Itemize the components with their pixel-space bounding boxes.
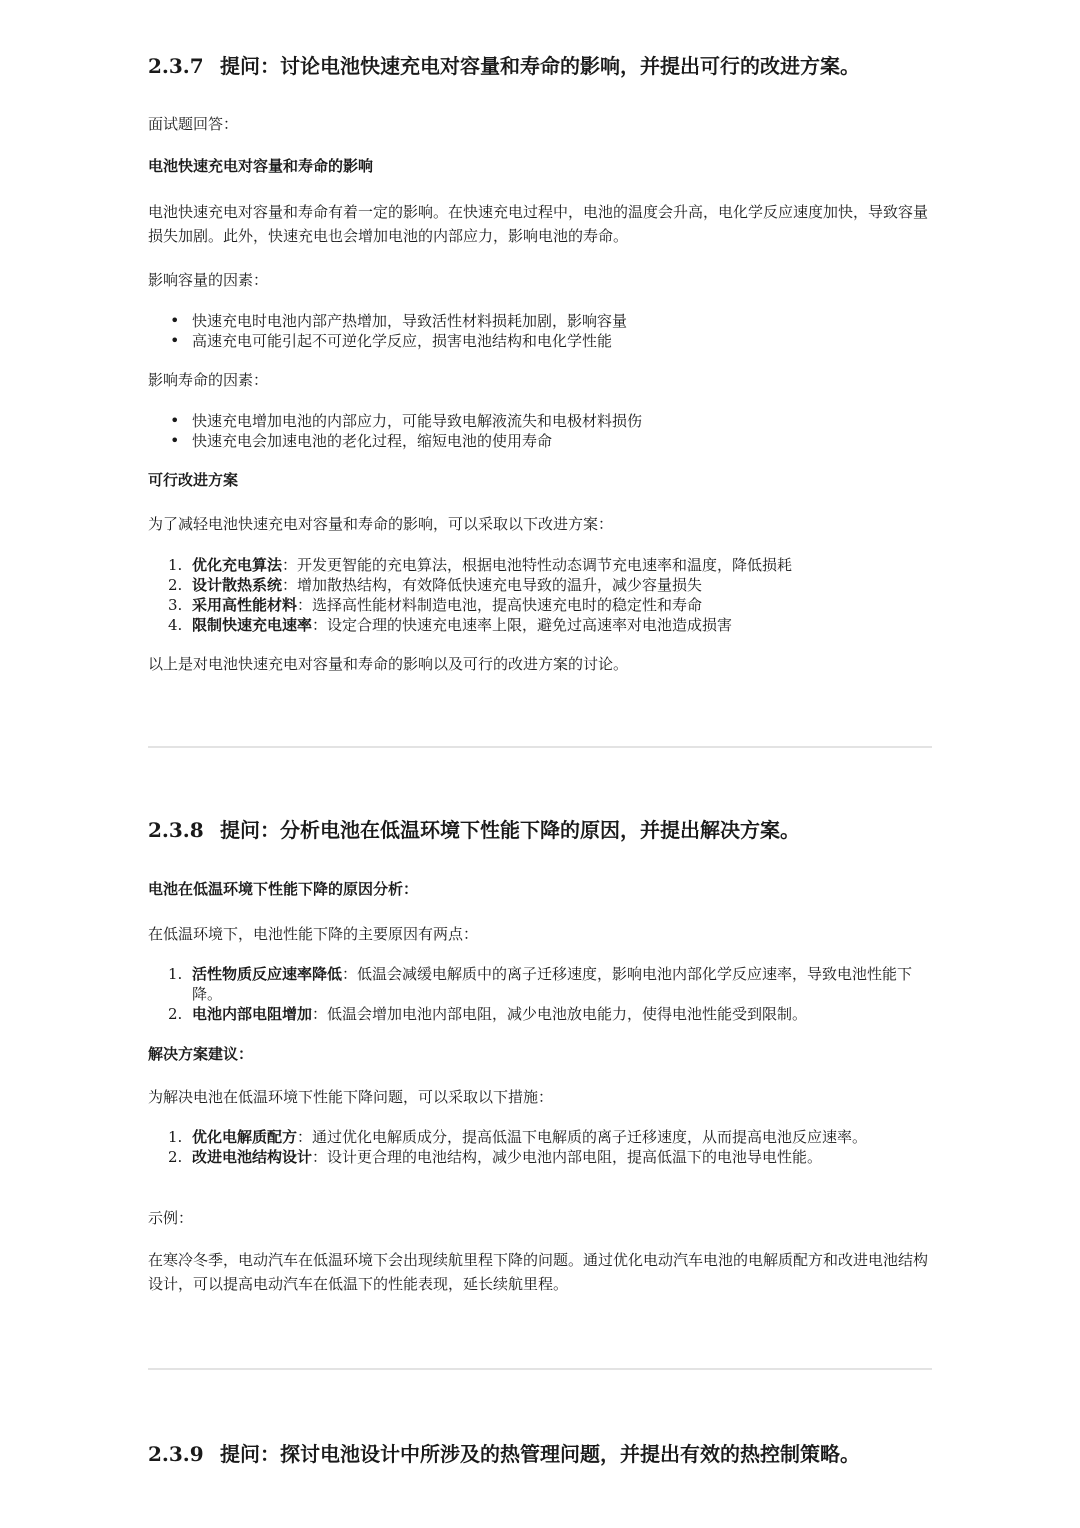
life-factors-list bbox=[148, 411, 932, 451]
section-divider bbox=[148, 746, 932, 748]
section-number: 2.3.7 bbox=[148, 54, 204, 78]
subheading-improvements: 可行改进方案 bbox=[148, 471, 239, 489]
solutions-list bbox=[148, 1127, 932, 1167]
list-item: • 快速充电时电池内部产热增加，导致活性材料损耗加剧，影响容量 bbox=[148, 311, 932, 331]
solutions-intro: 为解决电池在低温环境下性能下降问题，可以采取以下措施： bbox=[148, 1088, 554, 1106]
section-heading-2-3-9 bbox=[148, 1440, 932, 1468]
list-item: 4. 限制快速充电速率：设定合理的快速充电速率上限，避免过高速率对电池造成损害 bbox=[168, 616, 733, 634]
section-title: 提问：探讨电池设计中所涉及的热管理问题，并提出有效的热控制策略。 bbox=[220, 1442, 860, 1466]
section-heading-2-3-8 bbox=[148, 816, 932, 844]
subheading-causes: 电池在低温环境下性能下降的原因分析： bbox=[148, 880, 419, 898]
list-item: 2. 设计散热系统：增加散热结构，有效降低快速充电导致的温升，减少容量损失 bbox=[168, 576, 703, 594]
list-item: 1. 优化充电算法：开发更智能的充电算法，根据电池特性动态调节充电速率和温度，降低损耗 bbox=[168, 556, 793, 574]
section-number: 2.3.9 bbox=[148, 1442, 204, 1466]
improvements-list bbox=[148, 555, 932, 635]
capacity-factors-list bbox=[148, 311, 932, 351]
list-item: • 高速充电可能引起不可逆化学反应，损害电池结构和电化学性能 bbox=[148, 331, 932, 351]
list-item: • 快速充电会加速电池的老化过程，缩短电池的使用寿命 bbox=[148, 431, 932, 451]
improvements-intro: 为了减轻电池快速充电对容量和寿命的影响，可以采取以下改进方案： bbox=[148, 515, 614, 533]
list-item: 2. 电池内部电阻增加：低温会增加电池内部电阻，减少电池放电能力，使得电池性能受到限制。 bbox=[168, 1005, 808, 1023]
section-title: 提问：讨论电池快速充电对容量和寿命的影响，并提出可行的改进方案。 bbox=[220, 54, 860, 78]
section-divider bbox=[148, 1368, 932, 1370]
capacity-factors-label: 影响容量的因素： bbox=[148, 271, 269, 289]
list-item: 1. 活性物质反应速率降低：低温会减缓电解质中的离子迁移速度，影响电池内部化学反应速率，导致电池性能下降。 bbox=[168, 965, 913, 1003]
causes-intro: 在低温环境下，电池性能下降的主要原因有两点： bbox=[148, 925, 479, 943]
example-paragraph: 在寒冷冬季，电动汽车在低温环境下会出现续航里程下降的问题。通过优化电动汽车电池的电解质配方和改进电池结构设计，可以提高电动汽车在低温下的性能表现，延长续航里程。 bbox=[148, 1251, 929, 1293]
list-item: 2. 改进电池结构设计：设计更合理的电池结构，减少电池内部电阻，提高低温下的电池导电性能。 bbox=[168, 1148, 823, 1166]
list-item: 3. 采用高性能材料：选择高性能材料制造电池，提高快速充电时的稳定性和寿命 bbox=[168, 596, 703, 614]
causes-list bbox=[148, 964, 932, 1024]
subheading-solutions: 解决方案建议： bbox=[148, 1045, 254, 1063]
section-number: 2.3.8 bbox=[148, 818, 204, 842]
section-heading-2-3-7 bbox=[148, 52, 932, 80]
subheading-impact: 电池快速充电对容量和寿命的影响 bbox=[148, 157, 374, 175]
example-label: 示例： bbox=[148, 1209, 194, 1227]
list-item: • 快速充电增加电池的内部应力，可能导致电解液流失和电极材料损伤 bbox=[148, 411, 932, 431]
life-factors-label: 影响寿命的因素： bbox=[148, 371, 269, 389]
answer-label: 面试题回答： bbox=[148, 115, 239, 133]
conclusion: 以上是对电池快速充电对容量和寿命的影响以及可行的改进方案的讨论。 bbox=[148, 655, 629, 673]
list-item: 1. 优化电解质配方：通过优化电解质成分，提高低温下电解质的离子迁移速度，从而提高电池反应速率。 bbox=[168, 1128, 868, 1146]
section-title: 提问：分析电池在低温环境下性能下降的原因，并提出解决方案。 bbox=[220, 818, 800, 842]
impact-paragraph: 电池快速充电对容量和寿命有着一定的影响。在快速充电过程中，电池的温度会升高，电化学反应速度加快，导致容量损失加剧。此外，快速充电也会增加电池的内部应力，影响电池的寿命。 bbox=[148, 203, 929, 245]
